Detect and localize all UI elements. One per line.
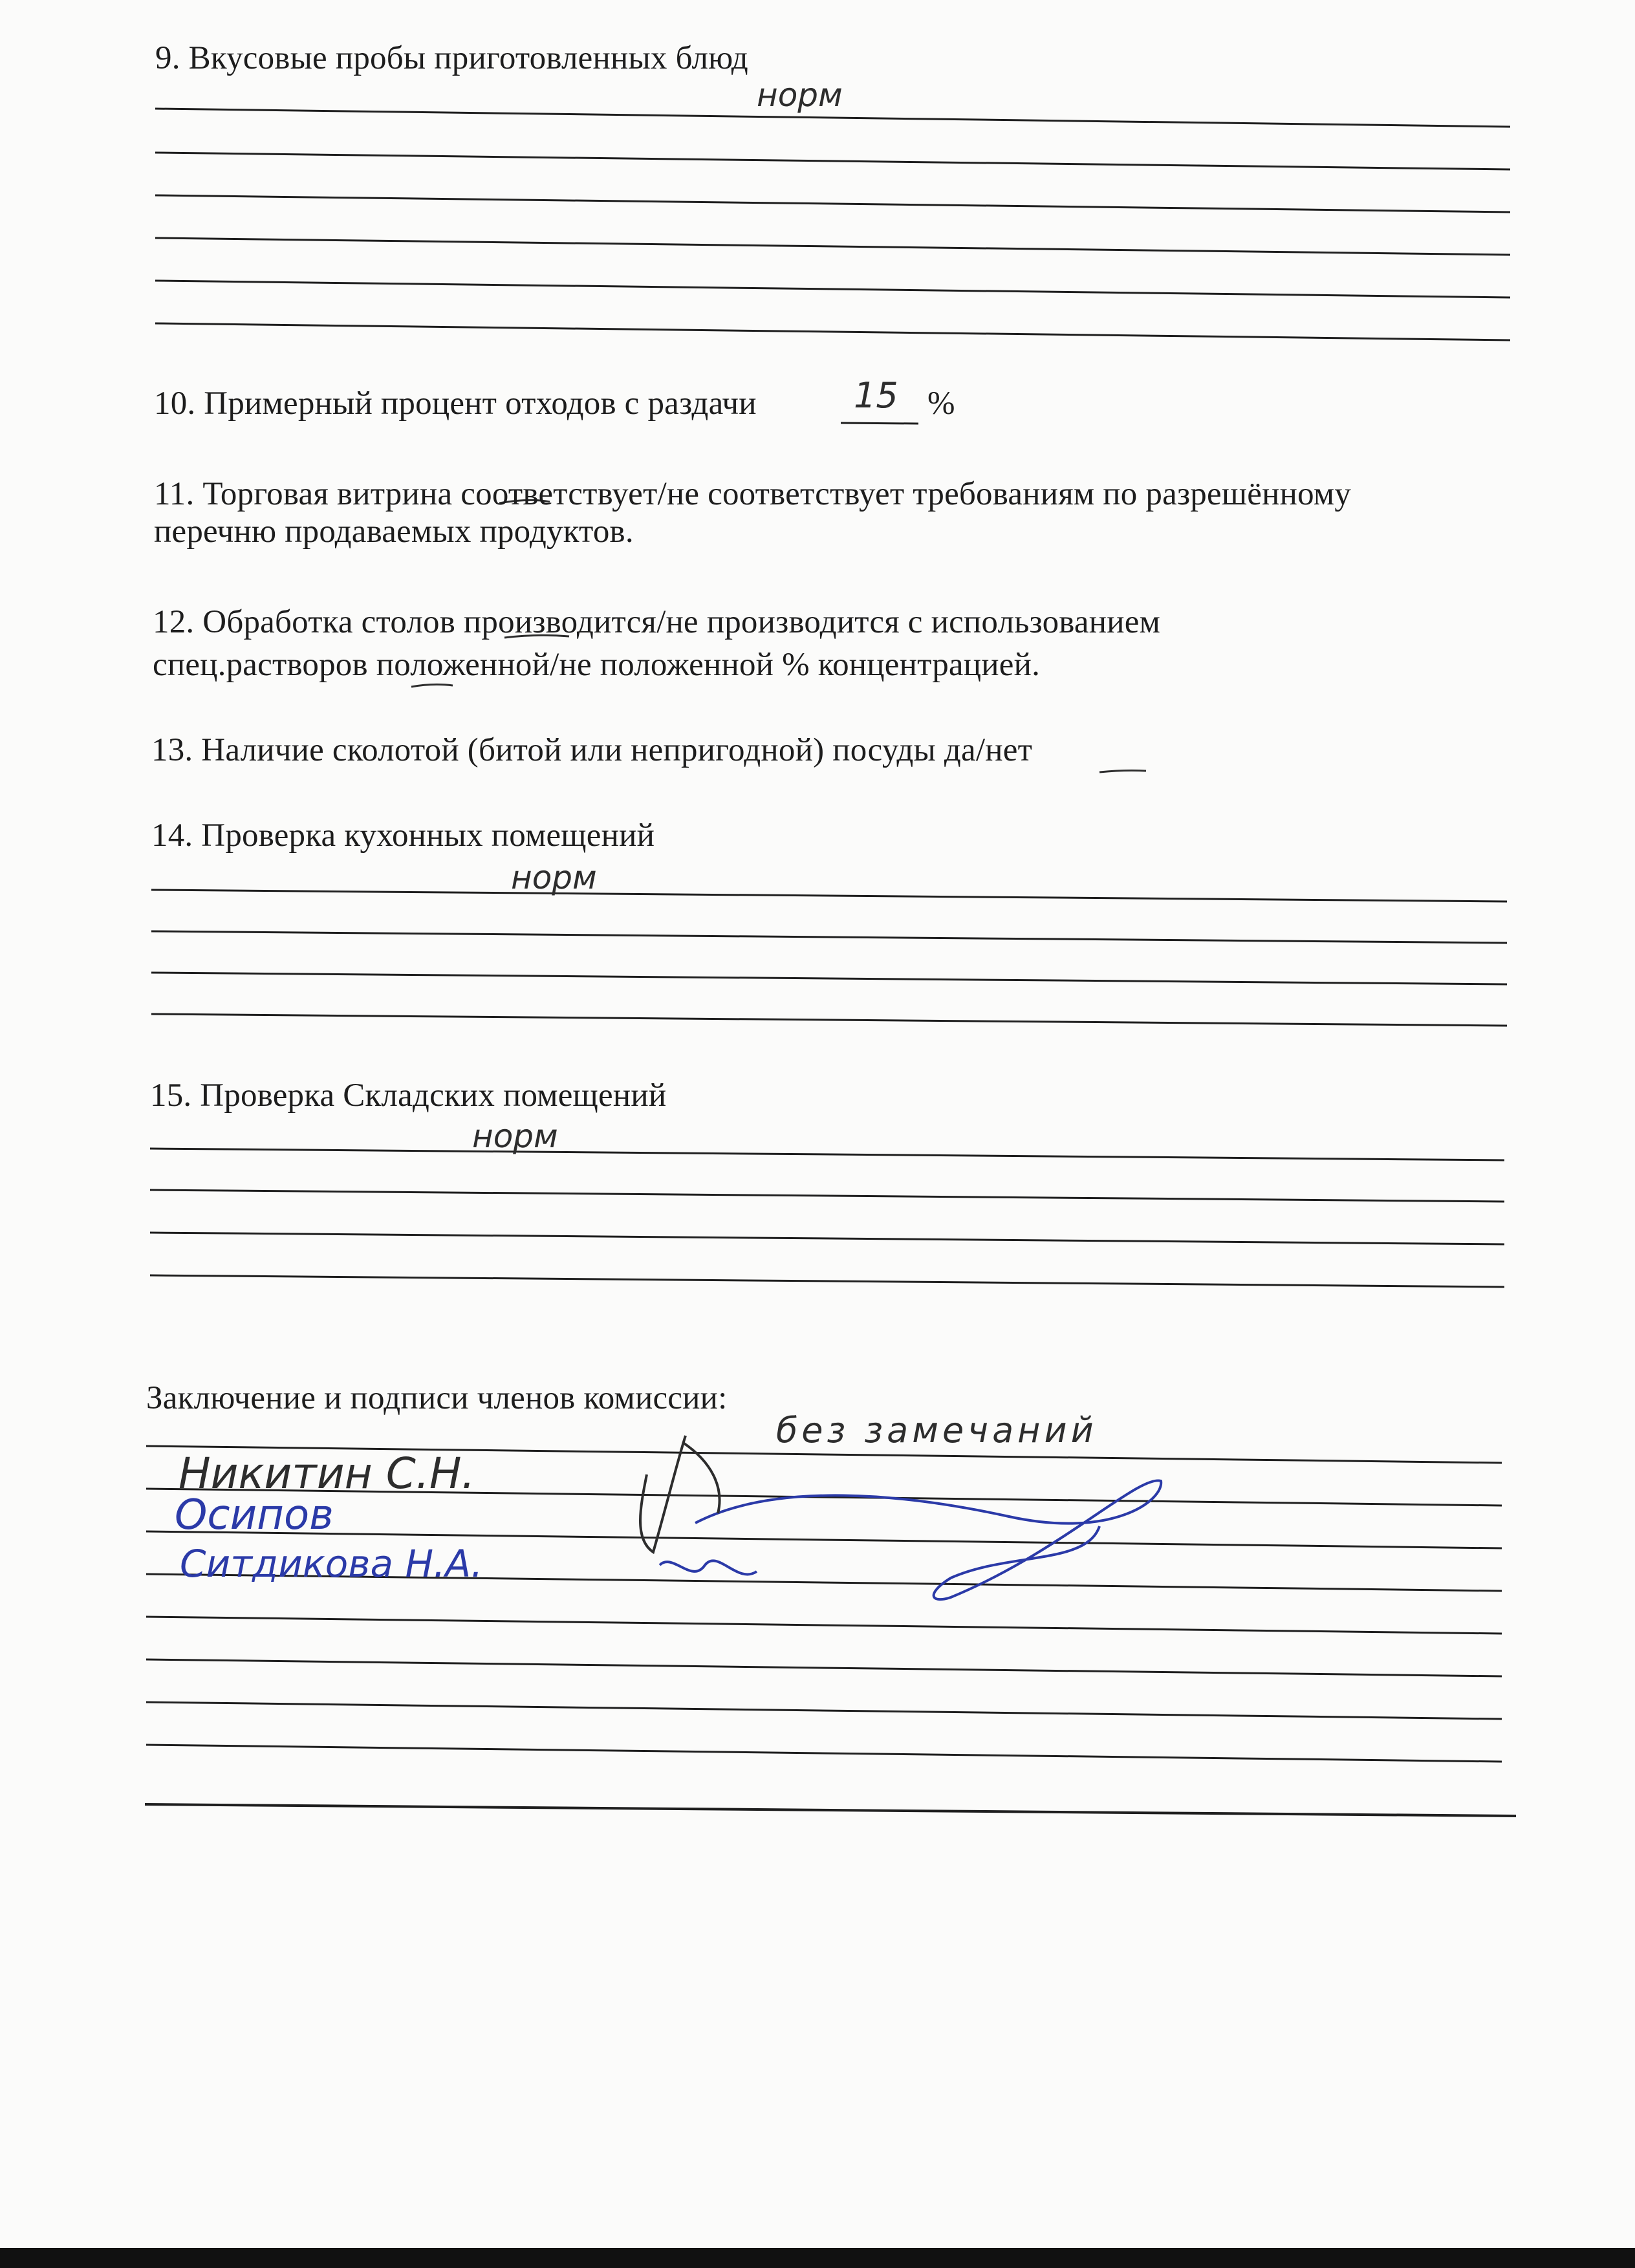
q9-rule-2: [155, 153, 1510, 169]
q10-unit: %: [927, 385, 955, 422]
q12b-choice-underline: [411, 684, 453, 687]
conclusion-rule-9: [145, 1804, 1516, 1816]
q14-label: 14. Проверка кухонных помещений: [151, 817, 655, 854]
scan-bottom-edge: [0, 2248, 1635, 2268]
q10-blank-rule: [841, 423, 918, 424]
q14-rule-4: [151, 1014, 1507, 1026]
conclusion-remark: без замечаний: [776, 1410, 1098, 1451]
q15-rule-2: [150, 1190, 1504, 1202]
q9-rule-6: [155, 323, 1510, 340]
q13-label: 13. Наличие сколотой (битой или непригодной) посуды да/нет: [151, 732, 1033, 768]
q13-choice-underline: [1099, 770, 1146, 772]
conclusion-rule-8: [146, 1745, 1502, 1762]
q14-rule-2: [151, 931, 1507, 943]
signatory-name-3: Ситдикова Н.А.: [180, 1542, 483, 1586]
q11-line-2: перечню продаваемых продуктов.: [154, 513, 634, 550]
signatory-name-2: Осипов: [175, 1491, 334, 1539]
q12-line-2: спец.растворов положенной/не положенной % концентрацией.: [153, 647, 1041, 683]
q15-label: 15. Проверка Складских помещений: [150, 1077, 667, 1114]
signatory-name-1: Никитин С.Н.: [179, 1449, 475, 1498]
q14-rule-3: [151, 973, 1507, 984]
q9-rule-3: [155, 195, 1510, 212]
q10-handwritten-percent: 15: [854, 375, 898, 416]
conclusion-rule-6: [146, 1659, 1502, 1676]
q14-handwritten-answer: норм: [511, 859, 597, 896]
q10-label: 10. Примерный процент отходов с раздачи: [154, 385, 757, 422]
signature-mark-2: [660, 1561, 757, 1574]
q15-handwritten-answer: норм: [472, 1118, 558, 1155]
q14-rule-1: [151, 890, 1507, 902]
q9-rule-4: [155, 238, 1510, 255]
q15-rule-4: [150, 1275, 1504, 1287]
q11-line-1: 11. Торговая витрина соответствует/не соответствует требованиям по разрешённому: [154, 476, 1352, 512]
q12-line-1: 12. Обработка столов производится/не производится с использованием: [153, 604, 1161, 640]
conclusion-rule-7: [146, 1702, 1502, 1719]
q9-rule-5: [155, 281, 1510, 297]
conclusion-rule-5: [146, 1617, 1502, 1634]
q15-rule-1: [150, 1149, 1504, 1160]
conclusion-label: Заключение и подписи членов комиссии:: [146, 1380, 728, 1416]
q15-rule-3: [150, 1233, 1504, 1244]
q9-handwritten-answer: норм: [757, 76, 843, 114]
q9-label: 9. Вкусовые пробы приготовленных блюд: [155, 40, 748, 76]
